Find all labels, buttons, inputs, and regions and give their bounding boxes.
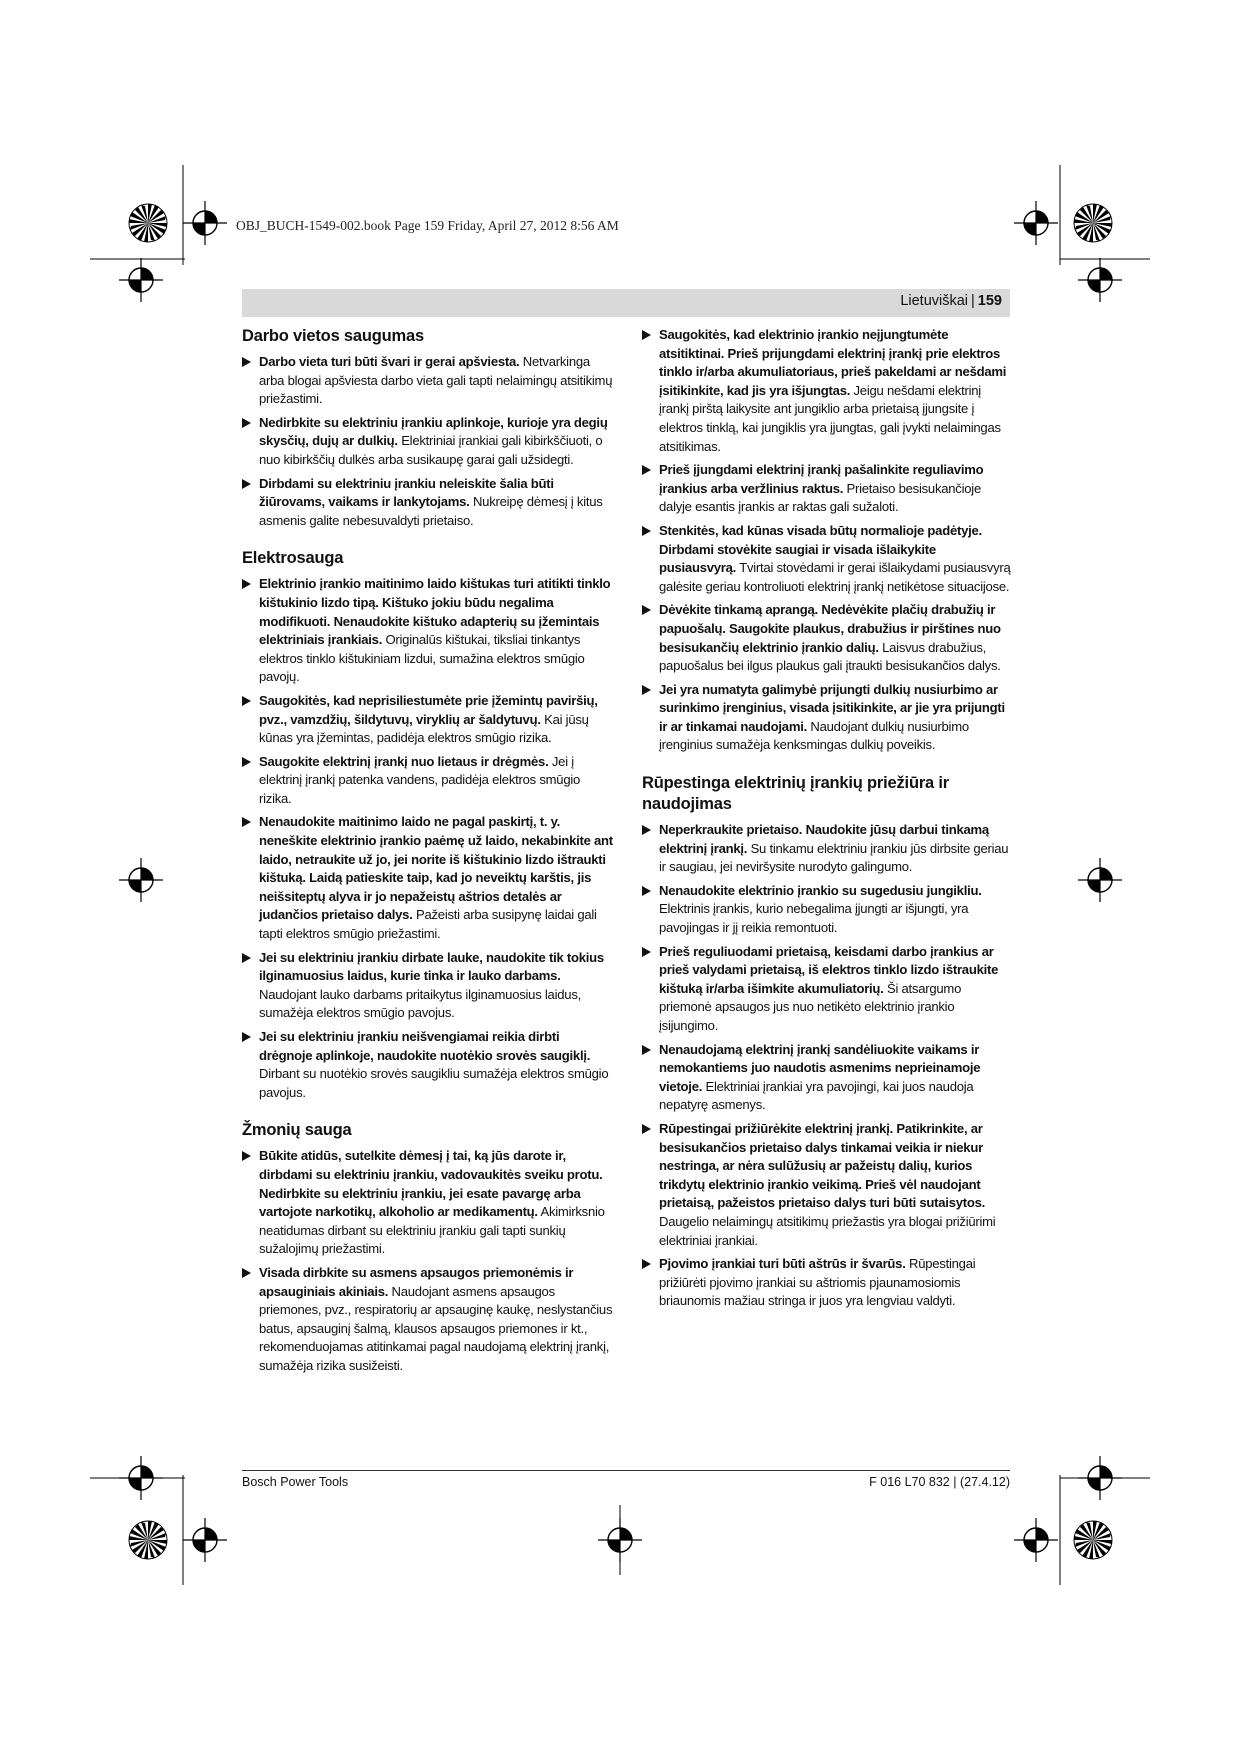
bullet-triangle-icon — [242, 357, 251, 367]
page-header — [242, 289, 1010, 317]
bullet-triangle-icon — [642, 526, 651, 536]
list-item: Nenaudokite elektrinio įrankio su sugedusiu jungikliu. Elektrinis įrankis, kurio nebegalima įjungti ar išjungti, yra pavojingas ir jį reikia remontuoti. — [642, 882, 1012, 938]
footer-brand: Bosch Power Tools — [242, 1475, 349, 1489]
list-item: Visada dirbkite su asmens apsaugos priemonėmis ir apsauginiais akiniais. Naudojant asmens apsaugos priemones, pvz., respiratorių ar apsauginę kaukę, neslystančius batus, apsauginį šalmą, klausos apsaugos priemones ir kt., rekomenduojamas atitinkamai pagal naudojamą elektrinį įrankį, sumažėja rizika susižeisti. — [242, 1264, 614, 1376]
bullet-triangle-icon — [242, 1032, 251, 1042]
bullet-triangle-icon — [642, 685, 651, 695]
bullet-triangle-icon — [642, 886, 651, 896]
bullet-triangle-icon — [242, 418, 251, 428]
bullet-triangle-icon — [242, 696, 251, 706]
header-text: Lietuviškai | 159 — [900, 293, 1002, 309]
list-item: Būkite atidūs, sutelkite dėmesį į tai, ką jūs darote ir, dirbdami su elektriniu įrankiu, vadovaukitės sveiku protu. Nedirbkite su elektriniu įrankiu, jei esate pavargę arba vartojote narkotikų, alkoholio ar medikamentų. Akimirksnio neatidumas dirbant su elektriniu įrankiu gali tapti sunkių sužalojimų priežastimi. — [242, 1147, 614, 1259]
list-item: Dirbdami su elektriniu įrankiu neleiskite šalia būti žiūrovams, vaikams ir lankytojams. Nukreipę dėmesį į kitus asmenis galite nebesuvaldyti prietaiso. — [242, 475, 614, 531]
bullet-triangle-icon — [642, 465, 651, 475]
section-title: Rūpestinga elektrinių įrankių priežiūra ir naudojimas — [642, 774, 950, 814]
list-item: Prieš reguliuodami prietaisą, keisdami darbo įrankius ar prieš valydami prietaisą, iš elektros tinklo lizdo ištraukite kištuką ir/arba išimkite akumuliatorių. Ši atsargumo priemonė apsaugos jus nuo netikėto elektrinio įrankio įsijungimo. — [642, 943, 1012, 1036]
section-title: Darbo vietos saugumas — [242, 327, 424, 345]
bullet-triangle-icon — [242, 757, 251, 767]
bullet-triangle-icon — [642, 330, 651, 340]
bullet-triangle-icon — [242, 953, 251, 963]
bullet-triangle-icon — [242, 479, 251, 489]
list-item: Dėvėkite tinkamą aprangą. Nedėvėkite plačių drabužių ir papuošalų. Saugokite plaukus, drabužius ir pirštines nuo besisukančių elektrinio įrankio dalių. Laisvus drabužius, papuošalus bei ilgus plaukus gali įtraukti besisukančios dalys. — [642, 601, 1012, 675]
header-language: Lietuviškai — [900, 293, 969, 309]
list-item: Jei su elektriniu įrankiu dirbate lauke, naudokite tik tokius ilginamuosius laidus, kurie tinka ir lauko darbams. Naudojant lauko darbams pritaikytus ilginamuosius laidus, sumažėja elektros smūgio pavojus. — [242, 949, 614, 1023]
list-item: Nenaudojamą elektrinį įrankį sandėliuokite vaikams ir nemokantiems juo naudotis asmenims neprieinamoje vietoje. Elektriniai įrankiai yra pavojingi, kai juos naudoja nepatyrę asmenys. — [642, 1041, 1012, 1115]
bullet-triangle-icon — [242, 817, 251, 827]
list-item: Stenkitės, kad kūnas visada būtų normalioje padėtyje. Dirbdami stovėkite saugiai ir visada išlaikykite pusiausvyrą. Tvirtai stovėdami ir gerai išlaikydami pusiausvyrą galėsite geriau kontroliuoti elektrinį įrankį netikėtose situacijose. — [642, 522, 1012, 596]
list-item: Saugokite elektrinį įrankį nuo lietaus ir drėgmės. Jei į elektrinį įrankį patenka vandens, padidėja elektros smūgio rizika. — [242, 753, 614, 809]
right-column — [642, 326, 1012, 1316]
list-item: Rūpestingai prižiūrėkite elektrinį įrankį. Patikrinkite, ar besisukančios prietaiso dalys tinkamai veikia ir niekur nestringa, ar nėra sulūžusių ar pažeistų dalių, kurios trikdytų elektrinio įrankio veikimą. Prieš vėl naudojant prietaisą, pažeistos prietaiso dalys turi būti sutaisytos. Daugelio nelaimingų atsitikimų priežastis yra blogai prižiūrimi elektriniai įrankiai. — [642, 1120, 1012, 1250]
file-stamp: OBJ_BUCH-1549-002.book Page 159 Friday, April 27, 2012 8:56 AM — [236, 218, 619, 233]
section-title: Žmonių sauga — [242, 1121, 352, 1140]
bullet-triangle-icon — [242, 579, 251, 589]
list-item: Nenaudokite maitinimo laido ne pagal paskirtį, t. y. neneškite elektrinio įrankio paėmę už laido, nekabinkite ant laido, netraukite už jo, jei norite iš kištukinio lizdo ištraukti kištuką. Laidą patieskite taip, kad jo neveiktų karštis, jis neišsiteptų alyva ir jo nepažeistų aštrios detalės ar judančios prietaiso dalys. Pažeisti arba susipynę laidai gali tapti elektros smūgio priežastimi. — [242, 813, 614, 943]
footer-rule — [242, 1470, 1010, 1471]
left-column — [242, 326, 614, 1381]
list-item: Darbo vieta turi būti švari ir gerai apšviesta. Netvarkinga arba blogai apšviesta darbo vieta gali tapti nelaimingų atsitikimų priežastimi. — [242, 353, 614, 409]
footer-doc-number: F 016 L70 832 | (27.4.12) — [869, 1475, 1010, 1489]
list-item: Jei su elektriniu įrankiu neišvengiamai reikia dirbti drėgnoje aplinkoje, naudokite nuotėkio srovės saugiklį. Dirbant su nuotėkio srovės saugikliu sumažėja elektros smūgio pavojus. — [242, 1028, 614, 1102]
bullet-triangle-icon — [242, 1151, 251, 1161]
list-item: Prieš įjungdami elektrinį įrankį pašalinkite reguliavimo įrankius arba veržlinius raktus. Prietaiso besisukančioje dalyje esantis įrankis ar raktas gali sužaloti. — [642, 461, 1012, 517]
list-item: Saugokitės, kad elektrinio įrankio neįjungtumėte atsitiktinai. Prieš prijungdami elektrinį įrankį prie elektros tinklo ir/arba akumuliatoriaus, prieš pakeldami ar nešdami įsitikinkite, kad jis yra išjungtas. Jeigu nešdami elektrinį įrankį pirštą laikysite ant jungiklio arba prietaisą įjungsite į elektros tinklą, kai jungiklis yra įjungtas, gali įvykti nelaimingas atsitikimas. — [642, 326, 1012, 456]
page-number: 159 — [977, 293, 1002, 309]
bullet-triangle-icon — [642, 605, 651, 615]
bullet-triangle-icon — [642, 1259, 651, 1269]
bullet-triangle-icon — [642, 825, 651, 835]
bullet-triangle-icon — [242, 1268, 251, 1278]
list-item: Pjovimo įrankiai turi būti aštrūs ir švarūs. Rūpestingai prižiūrėti pjovimo įrankiai su aštriomis pjaunamosiomis briaunomis mažiau stringa ir juos yra lengviau valdyti. — [642, 1255, 1012, 1311]
list-item: Nedirbkite su elektriniu įrankiu aplinkoje, kurioje yra degių skysčių, dujų ar dulkių. Elektriniai įrankiai gali kibirkščiuoti, o nuo kibirkščių dulkės arba susikaupę garai gali užsidegti. — [242, 414, 614, 470]
section-title: Elektrosauga — [242, 549, 344, 568]
list-item: Jei yra numatyta galimybė prijungti dulkių nusiurbimo ar surinkimo įrenginius, visada įsitikinkite, ar jie yra prijungti ir ar tinkamai naudojami. Naudojant dulkių nusiurbimo įrenginius sumažėja kenksmingas dulkių poveikis. — [642, 681, 1012, 755]
list-item: Saugokitės, kad neprisiliestumėte prie įžemintų paviršių, pvz., vamzdžių, šildytuvų, viryklių ar šaldytuvų. Kai jūsų kūnas yra įžemintas, padidėja elektros smūgio rizika. — [242, 692, 614, 748]
bullet-triangle-icon — [642, 1045, 651, 1055]
bullet-triangle-icon — [642, 1124, 651, 1134]
bullet-triangle-icon — [642, 947, 651, 957]
list-item: Neperkraukite prietaiso. Naudokite jūsų darbui tinkamą elektrinį įrankį. Su tinkamu elektriniu įrankiu jūs dirbsite geriau ir saugiau, jei neviršysite nurodyto galingumo. — [642, 821, 1012, 877]
list-item: Elektrinio įrankio maitinimo laido kištukas turi atitikti tinklo kištukinio lizdo tipą. Kištuko jokiu būdu negalima modifikuoti. Nenaudokite kištuko adapterių su įžemintais elektriniais įrankiais. Originalūs kištukai, tiksliai tinkantys elektros tinklo kištukiniam lizdui, sumažina elektros smūgio pavojų. — [242, 575, 614, 687]
